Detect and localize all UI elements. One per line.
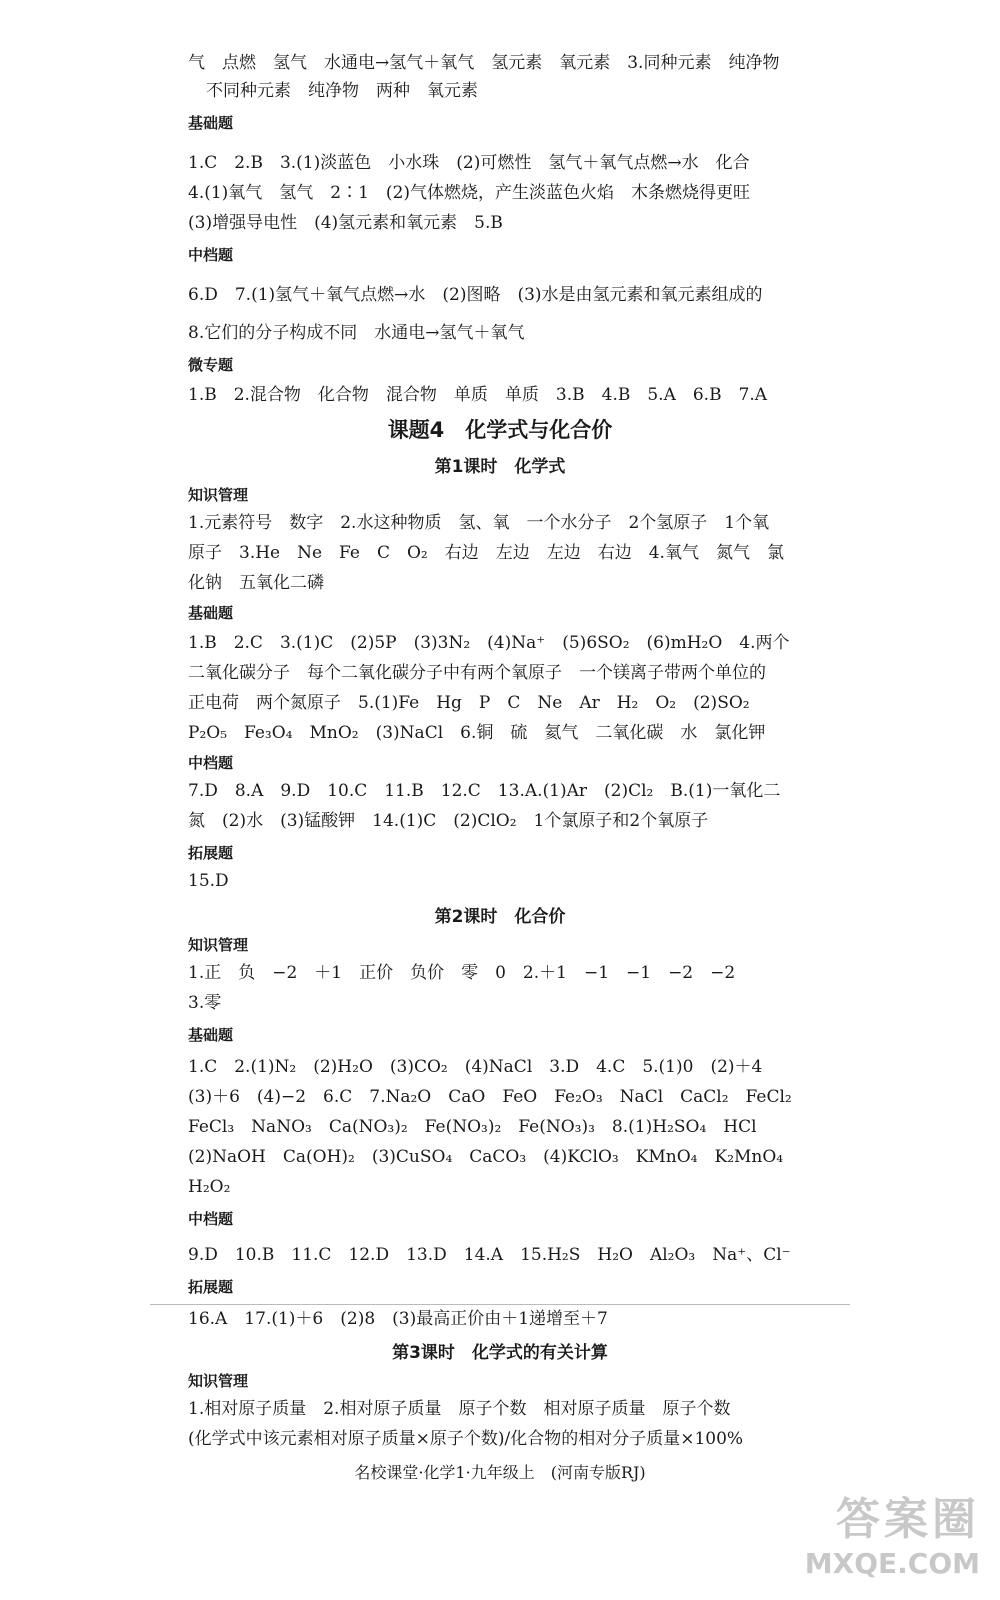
section-heading-knowledge: 知识管理 <box>188 1372 249 1390</box>
answer-line: 6.D 7.(1)氢气＋氧气点燃→水 (2)图略 (3)水是由氢元素和氧元素组成的 <box>188 285 763 305</box>
answer-line: H₂O₂ <box>188 1177 231 1197</box>
answer-line: (3)＋6 (4)−2 6.C 7.Na₂O CaO FeO Fe₂O₃ NaCl CaCl₂ FeCl₂ <box>188 1087 792 1107</box>
answer-line: 化钠 五氧化二磷 <box>188 573 324 593</box>
answer-line: 1.B 2.混合物 化合物 混合物 单质 单质 3.B 4.B 5.A 6.B 7.A <box>188 385 768 405</box>
answer-line: 9.D 10.B 11.C 12.D 13.D 14.A 15.H₂S H₂O Al₂O₃ Na⁺、Cl⁻ <box>188 1245 791 1265</box>
lesson-title: 课题4 化学式与化合价 <box>387 418 613 442</box>
site-watermark <box>805 1483 980 1580</box>
section-heading-special: 微专题 <box>188 356 234 374</box>
page-footer: 名校课堂·化学1·九年级上 (河南专版RJ) <box>354 1463 646 1482</box>
answer-line: 15.D <box>188 871 229 891</box>
section-heading-extension: 拓展题 <box>188 1278 234 1296</box>
answer-line: 二氧化碳分子 每个二氧化碳分子中有两个氧原子 一个镁离子带两个单位的 <box>188 663 766 683</box>
section-heading-basic: 基础题 <box>188 604 234 622</box>
answer-line: 1.正 负 −2 ＋1 正价 负价 零 0 2.＋1 −1 −1 −2 −2 <box>188 963 736 983</box>
answer-line: 不同种元素 纯净物 两种 氧元素 <box>206 81 478 101</box>
answer-line: 氮 (2)水 (3)锰酸钾 14.(1)C (2)ClO₂ 1个氯原子和2个氧原子 <box>188 811 709 831</box>
answer-line: 1.C 2.(1)N₂ (2)H₂O (3)CO₂ (4)NaCl 3.D 4.C 5.(1)0 (2)＋4 <box>188 1057 763 1077</box>
period-title: 第1课时 化学式 <box>434 457 566 477</box>
section-heading-basic: 基础题 <box>188 114 234 132</box>
answer-line: (化学式中该元素相对原子质量×原子个数)/化合物的相对分子质量×100% <box>188 1429 744 1449</box>
answer-line: (3)增强导电性 (4)氢元素和氧元素 5.B <box>188 213 503 233</box>
period-title: 第3课时 化学式的有关计算 <box>392 1343 608 1363</box>
section-heading-knowledge: 知识管理 <box>188 936 249 954</box>
answer-line: 正电荷 两个氮原子 5.(1)Fe Hg P C Ne Ar H₂ O₂ (2)SO₂ <box>188 693 750 713</box>
page-divider <box>150 1304 850 1305</box>
answer-line: 1.B 2.C 3.(1)C (2)5P (3)3N₂ (4)Na⁺ (5)6SO₂ (6)mH₂O 4.两个 <box>188 633 790 653</box>
answer-line: 4.(1)氧气 氢气 2∶1 (2)气体燃烧，产生淡蓝色火焰 木条燃烧得更旺 <box>188 183 751 203</box>
section-heading-extension: 拓展题 <box>188 844 234 862</box>
answer-line: 气 点燃 氢气 水通电→氢气＋氧气 氢元素 氧元素 3.同种元素 纯净物 <box>188 53 780 73</box>
watermark-logo-text: 答案圈 <box>836 1494 980 1545</box>
answer-line: 原子 3.He Ne Fe C O₂ 右边 左边 左边 右边 4.氧气 氮气 氯 <box>188 543 784 563</box>
answer-line: 7.D 8.A 9.D 10.C 11.B 12.C 13.A.(1)Ar (2)Cl₂ B.(1)一氧化二 <box>188 781 781 801</box>
section-heading-medium: 中档题 <box>188 1210 234 1228</box>
answer-line: FeCl₃ NaNO₃ Ca(NO₃)₂ Fe(NO₃)₂ Fe(NO₃)₃ 8.(1)H₂SO₄ HCl <box>188 1117 757 1137</box>
section-heading-basic: 基础题 <box>188 1026 234 1044</box>
answer-line: (2)NaOH Ca(OH)₂ (3)CuSO₄ CaCO₃ (4)KClO₃ KMnO₄ K₂MnO₄ <box>188 1147 784 1167</box>
answer-line: 1.C 2.B 3.(1)淡蓝色 小水珠 (2)可燃性 氢气＋氧气点燃→水 化合 <box>188 153 750 173</box>
answer-line: 1.元素符号 数字 2.水这种物质 氢、氧 一个水分子 2个氢原子 1个氧 <box>188 513 770 533</box>
answer-line: 16.A 17.(1)＋6 (2)8 (3)最高正价由＋1递增至＋7 <box>188 1309 608 1329</box>
answer-line: 1.相对原子质量 2.相对原子质量 原子个数 相对原子质量 原子个数 <box>188 1399 731 1419</box>
watermark-url: MXQE.COM <box>804 1547 980 1580</box>
section-heading-medium: 中档题 <box>188 754 234 772</box>
answer-line: P₂O₅ Fe₃O₄ MnO₂ (3)NaCl 6.铜 硫 氦气 二氧化碳 水 氯化钾 <box>188 723 766 743</box>
section-heading-medium: 中档题 <box>188 246 234 264</box>
answer-line: 3.零 <box>188 993 222 1013</box>
answer-line: 8.它们的分子构成不同 水通电→氢气＋氧气 <box>188 323 525 343</box>
period-title: 第2课时 化合价 <box>434 907 566 927</box>
section-heading-knowledge: 知识管理 <box>188 486 249 504</box>
